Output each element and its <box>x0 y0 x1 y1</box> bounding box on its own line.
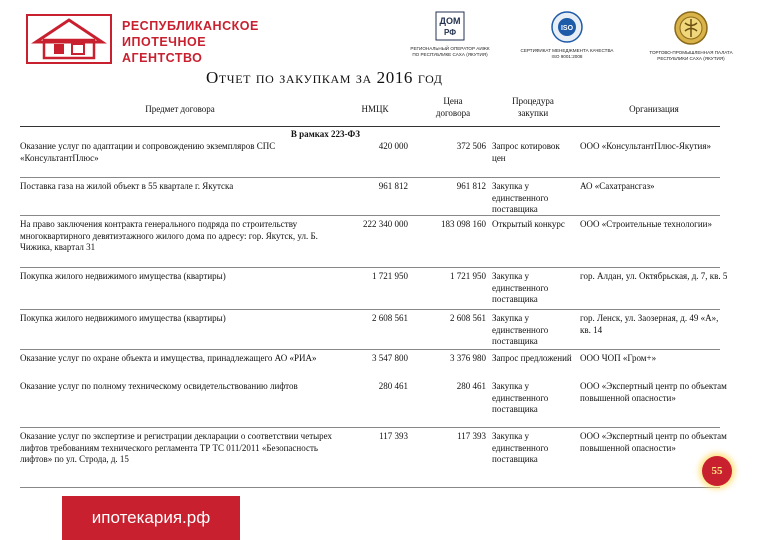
cell-subject: Оказание услуг по полному техническому освидетельствованию лифтов <box>20 381 298 391</box>
page-number-badge: 55 <box>702 456 732 486</box>
cell-subject: Покупка жилого недвижимого имущества (квартиры) <box>20 313 226 323</box>
agency-name-line3: АГЕНТСТВО <box>122 51 203 65</box>
cell-organization: гор. Алдан, ул. Октябрьская, д. 7, кв. 5 <box>580 271 728 281</box>
col-procedure-header-line2: закупки <box>517 107 549 118</box>
row-divider <box>20 427 720 428</box>
cell-nmc: 2 608 561 <box>372 313 408 323</box>
table-row <box>20 353 720 381</box>
cell-organization: ООО «Экспертный центр по объектам повышенной опасности» <box>580 381 727 403</box>
cell-nmc: 961 812 <box>378 181 408 191</box>
agency-name <box>122 18 259 66</box>
cell-procedure: Запрос котировок цен <box>492 141 560 163</box>
cell-subject: Оказание услуг по адаптации и сопровождению экземпляров СПС «КонсультантПлюс» <box>20 141 276 163</box>
partner-domrf <box>400 10 500 58</box>
col-procedure-header <box>492 96 574 119</box>
cell-price: 3 376 980 <box>450 353 486 363</box>
col-nmc-header: НМЦК <box>361 104 389 114</box>
col-org-header: Организация <box>629 104 679 114</box>
col-price-header <box>416 96 490 119</box>
cell-price: 961 812 <box>456 181 486 191</box>
col-procedure-header-line1: Процедура <box>512 96 554 106</box>
tpp-caption-line1: ТОРГОВО-ПРОМЫШЛЕННАЯ ПАЛАТА <box>649 50 733 55</box>
tpp-caption-line2: РЕСПУБЛИКИ САХА (ЯКУТИЯ) <box>657 56 725 61</box>
cell-procedure: Запрос предложений <box>492 353 572 363</box>
website-label[interactable]: ипотекария.рф <box>62 496 240 540</box>
row-divider <box>20 177 720 178</box>
row-divider <box>20 309 720 310</box>
agency-logo-icon <box>26 14 112 64</box>
cell-procedure: Закупка у единственного поставщика <box>492 271 549 304</box>
cell-price: 2 608 561 <box>450 313 486 323</box>
table-body <box>20 141 728 491</box>
procurement-table <box>20 96 728 491</box>
cell-organization: гор. Ленск, ул. Заозерная, д. 49 «А», кв. 14 <box>580 313 719 335</box>
table-row <box>20 271 728 313</box>
cell-nmc: 117 393 <box>379 431 408 441</box>
iso-caption-line1: СЕРТИФИКАТ МЕНЕДЖМЕНТА КАЧЕСТВА <box>520 48 614 53</box>
cell-nmc: 420 000 <box>378 141 408 151</box>
cell-organization: ООО «Строительные технологии» <box>580 219 712 229</box>
cell-organization: ООО «КонсультантПлюс-Якутия» <box>580 141 711 151</box>
row-divider <box>20 215 720 216</box>
row-divider <box>20 349 720 350</box>
cell-procedure: Открытый конкурс <box>492 219 565 229</box>
cell-subject: Оказание услуг по охране объекта и имущества, принадлежащего АО «РИА» <box>20 353 317 363</box>
cell-subject: На право заключения контракта генерального подряда по строительству многоквартирного девятиэтажного жилого дома по адресу: гор. Якутск, ул. Б. Чижика, квартал 31 <box>20 219 318 252</box>
cell-price: 280 461 <box>456 381 486 391</box>
agency-name-line2: ИПОТЕЧНОЕ <box>122 35 207 49</box>
section-label: В рамках 223-ФЗ <box>290 129 360 139</box>
table-header <box>20 96 720 127</box>
cell-nmc: 222 340 000 <box>363 219 408 229</box>
table-row <box>20 381 727 431</box>
row-divider <box>20 267 720 268</box>
cell-procedure: Закупка у единственного поставщика <box>492 381 549 414</box>
cell-nmc: 280 461 <box>378 381 408 391</box>
cell-subject: Поставка газа на жилой объект в 55 квартале г. Якутска <box>20 181 234 191</box>
domrf-logo-text2: РФ <box>443 28 457 37</box>
domrf-logo-text: ДОМ <box>439 16 461 26</box>
domrf-caption-line1: РЕГИОНАЛЬНЫЙ ОПЕРАТОР АИЖК <box>410 46 490 51</box>
page-title: Отчет по закупкам за 2016 год <box>206 68 443 87</box>
cell-price: 183 098 160 <box>441 219 486 229</box>
row-divider <box>20 487 720 488</box>
cell-price: 1 721 950 <box>450 271 486 281</box>
cell-price: 372 506 <box>456 141 486 151</box>
iso-badge-text: ISO <box>560 25 574 32</box>
table-row <box>20 141 720 181</box>
col-price-header-line1: Цена <box>443 96 463 106</box>
cell-price: 117 393 <box>457 431 486 441</box>
domrf-caption-line2: ПО РЕСПУБЛИКЕ САХА (ЯКУТИЯ) <box>412 52 488 57</box>
col-subject-header: Предмет договора <box>145 104 215 114</box>
table-row <box>20 431 727 491</box>
cell-organization: АО «Сахатрансгаз» <box>580 181 655 191</box>
tpp-emblem-icon <box>673 10 709 46</box>
cell-organization: ООО «Экспертный центр по объектам повышенной опасности» <box>580 431 727 453</box>
cell-procedure: Закупка у единственного поставщика <box>492 313 549 346</box>
cell-organization: ООО ЧОП «Гром+» <box>580 353 657 363</box>
table-row <box>20 313 720 353</box>
cell-nmc: 1 721 950 <box>372 271 408 281</box>
partner-tpp <box>636 10 746 62</box>
iso-caption-line2: ISO 9001:2008 <box>551 54 583 59</box>
col-price-header-line2: договора <box>435 107 471 118</box>
iso-badge-icon <box>550 10 584 44</box>
partner-iso <box>512 10 622 60</box>
agency-name-line1: РЕСПУБЛИКАНСКОЕ <box>122 19 259 33</box>
domrf-logo-icon <box>430 10 470 42</box>
table-row <box>20 181 720 219</box>
table-row <box>20 219 720 271</box>
cell-procedure: Закупка у единственного поставщика <box>492 431 549 464</box>
cell-subject: Оказание услуг по экспертизе и регистрации декларации о соответствии четырех лифтов требованиям технического регламента ТР ТС 011/2011 «Безопасность лифтов» по ул. Строда, д. 15 <box>20 431 333 464</box>
cell-procedure: Закупка у единственного поставщика <box>492 181 549 214</box>
cell-subject: Покупка жилого недвижимого имущества (квартиры) <box>20 271 226 281</box>
cell-nmc: 3 547 800 <box>372 353 408 363</box>
